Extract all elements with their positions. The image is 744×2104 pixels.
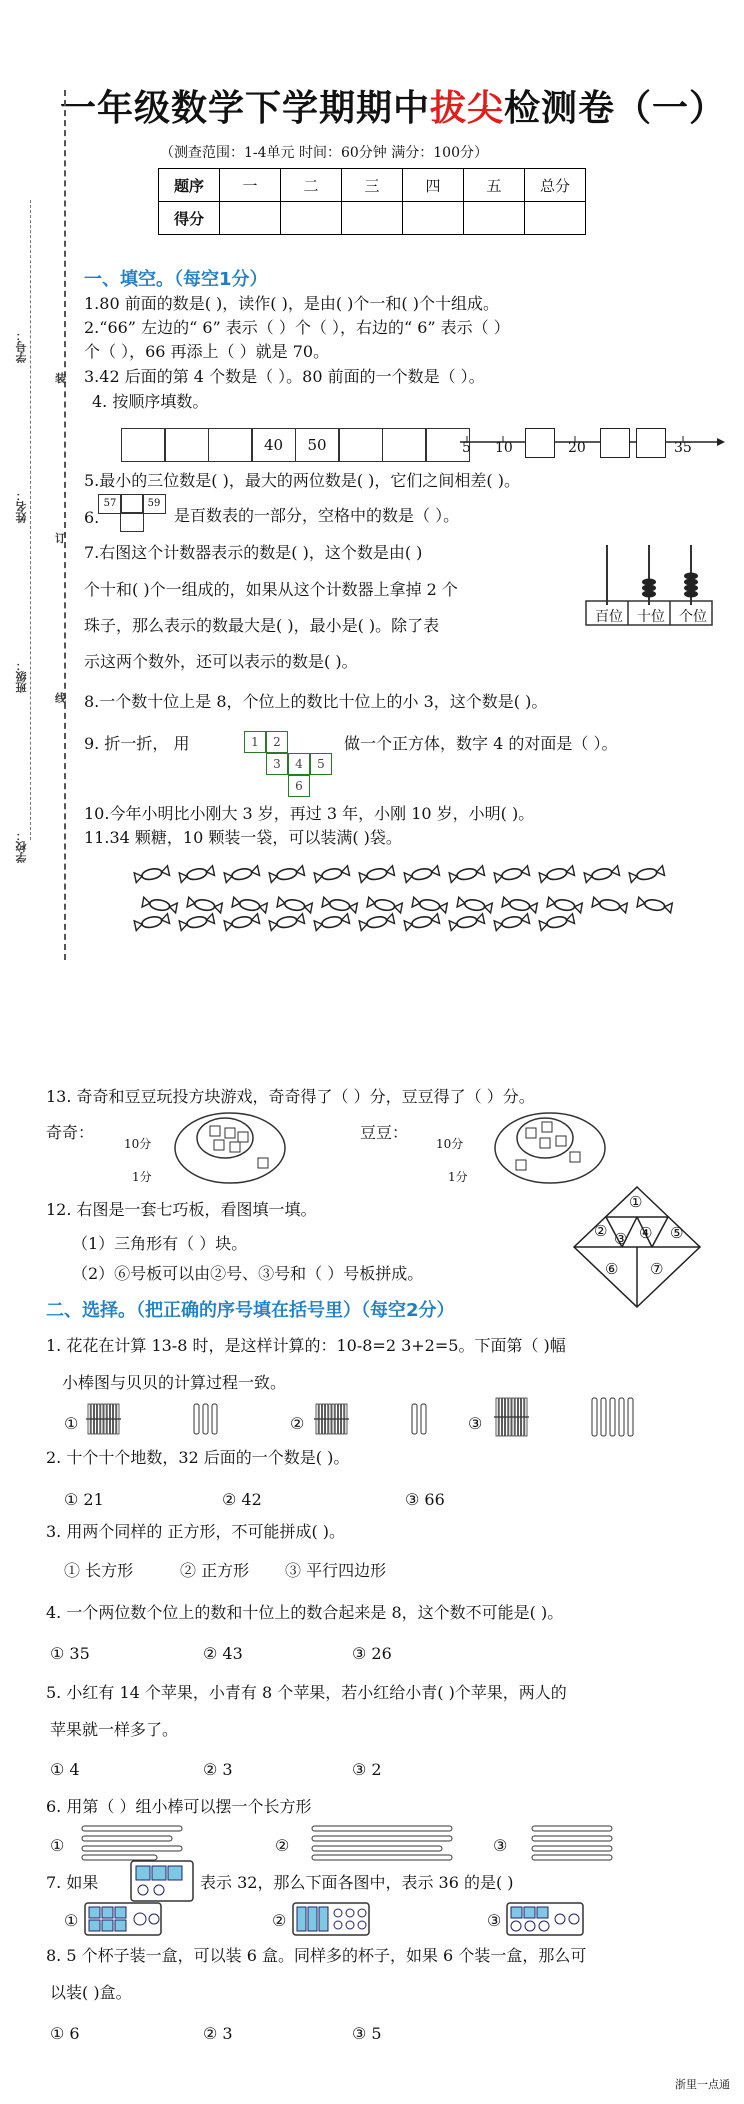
side-ding: 订 <box>55 532 66 545</box>
candy-icon <box>494 914 529 931</box>
line-box[interactable] <box>600 428 630 458</box>
score-input-cell[interactable] <box>525 202 586 235</box>
single-stick <box>421 1404 426 1434</box>
q7-option-blocks-2 <box>292 1902 372 1938</box>
q4-box[interactable] <box>121 428 166 462</box>
single-stick <box>194 1404 199 1434</box>
tangram-piece: ⑤ <box>670 1224 684 1242</box>
section2-title: 二、选择。（把正确的序号填在括号里）（每空2分） <box>46 1300 455 1321</box>
candy-icon <box>629 866 664 883</box>
candy-icon <box>224 866 259 883</box>
candy-icon <box>134 914 169 931</box>
s2-question-7b: 表示 32，那么下面各图中，表示 36 的是( ) <box>200 1873 514 1892</box>
s2-question-8b: 以装( )盒。 <box>50 1983 132 2002</box>
single-stick <box>212 1404 217 1434</box>
cube-net-face: 2 <box>266 731 288 753</box>
hundred-chart-cell: 59 <box>142 494 166 514</box>
s2-question-5a: 5. 小红有 14 个苹果，小青有 8 个苹果，若小红给小青( )个苹果，两人的 <box>46 1683 567 1702</box>
qiqi-target <box>170 1108 290 1188</box>
candy-icon <box>179 866 214 883</box>
s2-q8-option[interactable]: ① 6 <box>50 2024 80 2043</box>
question-4: 4. 按顺序填数。 <box>92 392 209 411</box>
tangram-piece: ④ <box>639 1224 653 1242</box>
single-stick <box>619 1398 624 1436</box>
s2-q5-option[interactable]: ① 4 <box>50 1760 80 1779</box>
s2-question-8a: 8. 5 个杯子装一盒，可以装 6 盒。同样多的杯子，如果 6 个装一盒，那么可 <box>46 1946 587 1965</box>
candy-icon <box>314 866 349 883</box>
candy-icon <box>179 914 214 931</box>
question-7c: 珠子，那么表示的数最大是( )，最小是( )。除了表 <box>84 616 440 635</box>
abacus-label: 百位 <box>595 609 623 625</box>
q4-box[interactable] <box>208 428 253 462</box>
q7-option-blocks-3 <box>506 1902 586 1938</box>
s2-question-6: 6. 用第（ ）组小棒可以摆一个长方形 <box>46 1797 312 1816</box>
tangram-piece: ⑥ <box>605 1260 619 1278</box>
candy-icon <box>224 914 259 931</box>
s2-q5-option[interactable]: ③ 2 <box>352 1760 382 1779</box>
single-stick <box>628 1398 633 1436</box>
candy-icon <box>494 866 529 883</box>
question-1: 1.80 前面的数是( )，读作( )，是由( )个一和( )个十组成。 <box>84 294 499 313</box>
s2-question-5b: 苹果就一样多了。 <box>50 1720 179 1739</box>
score-header-cell: 四 <box>403 169 464 202</box>
single-stick <box>592 1398 597 1436</box>
tangram-piece: ⑦ <box>650 1260 664 1278</box>
question-6-prefix: 6. <box>84 508 100 527</box>
rods-group-3 <box>530 1822 620 1862</box>
side-zhuang: 装 <box>55 372 66 385</box>
s2-q5-option[interactable]: ② 3 <box>203 1760 233 1779</box>
rods-group-1 <box>80 1822 190 1862</box>
q4-box: 50 <box>295 428 340 462</box>
s2-q4-option[interactable]: ② 43 <box>203 1644 243 1663</box>
ring-1-label: 1分 <box>448 1170 468 1184</box>
abacus-label: 十位 <box>637 609 665 625</box>
section1-title: 一、填空。（每空1分） <box>84 269 268 290</box>
candy-illustration <box>125 862 685 942</box>
q13-doudou-label: 豆豆： <box>360 1123 409 1142</box>
s2-question-1b: 小棒图与贝贝的计算过程一致。 <box>62 1373 287 1392</box>
score-input-cell[interactable] <box>342 202 403 235</box>
s2-q6-opt-2[interactable]: ② <box>275 1836 290 1855</box>
s2-q8-option[interactable]: ③ 5 <box>352 2024 382 2043</box>
single-stick <box>203 1404 208 1434</box>
cube-net-face: 3 <box>266 753 288 775</box>
line-label: 35 <box>674 440 692 456</box>
score-input-cell[interactable] <box>281 202 342 235</box>
side-xuehao: 学号： <box>15 330 28 363</box>
single-stick <box>412 1404 417 1434</box>
binding-line <box>64 90 66 960</box>
s2-q6-opt-1[interactable]: ① <box>50 1836 65 1855</box>
cube-net-face: 1 <box>244 731 266 753</box>
question-12b: （2）⑥号板可以由②号、③号和（ ）号板拼成。 <box>72 1264 424 1283</box>
s2-q7-opt-1[interactable]: ① <box>64 1911 79 1930</box>
q4-box[interactable] <box>382 428 427 462</box>
score-header-cell: 总分 <box>525 169 586 202</box>
candy-icon <box>449 866 484 883</box>
score-header-cell: 三 <box>342 169 403 202</box>
ring-10-label: 10分 <box>436 1137 464 1151</box>
question-2b: 个（ ），66 再添上（ ）就是 70。 <box>84 342 330 361</box>
s2-q2-option[interactable]: ① 21 <box>64 1490 104 1509</box>
s2-q8-option[interactable]: ② 3 <box>203 2024 233 2043</box>
ring-10-label: 10分 <box>124 1137 152 1151</box>
candy-icon <box>404 866 439 883</box>
s2-q2-option[interactable]: ③ 66 <box>405 1490 445 1509</box>
question-13: 13. 奇奇和豆豆玩投方块游戏，奇奇得了（ ）分，豆豆得了（ ）分。 <box>46 1087 535 1106</box>
s2-q6-opt-3[interactable]: ③ <box>493 1836 508 1855</box>
candy-icon <box>359 866 394 883</box>
single-stick <box>601 1398 606 1436</box>
s2-question-4: 4. 一个两位数个位上的数和十位上的数合起来是 8，这个数不可能是( )。 <box>46 1603 564 1622</box>
question-8: 8.一个数十位上是 8，个位上的数比十位上的小 3，这个数是( )。 <box>84 692 548 711</box>
cube-net-face: 4 <box>288 753 310 775</box>
s2-question-2: 2. 十个十个地数，32 后面的一个数是( )。 <box>46 1448 350 1467</box>
question-3: 3.42 后面的第 4 个数是（ ）。80 前面的一个数是（ ）。 <box>84 367 485 386</box>
candy-icon <box>584 866 619 883</box>
question-6: 是百数表的一部分，空格中的数是（ ）。 <box>174 506 460 525</box>
s2-q7-opt-2[interactable]: ② <box>272 1911 287 1930</box>
candy-icon <box>404 914 439 931</box>
page-title: 一年级数学下学期期中拔尖检测卷（一） <box>60 87 727 129</box>
candy-icon <box>142 897 177 913</box>
s2-question-7a: 7. 如果 <box>46 1873 99 1892</box>
s2-q3-option[interactable]: ③ 平行四边形 <box>285 1561 387 1580</box>
single-stick <box>610 1398 615 1436</box>
cube-net-face: 5 <box>310 753 332 775</box>
candy-icon <box>412 897 447 913</box>
question-11: 11.34 颗糖，10 颗装一袋，可以装满( )袋。 <box>84 828 402 847</box>
score-row-label: 得分 <box>159 202 220 235</box>
s2-question-1a: 1. 花花在计算 13-8 时，是这样计算的：10-8=2 3+2=5。下面第（ )幅 <box>46 1336 566 1355</box>
s2-q4-option[interactable]: ③ 26 <box>352 1644 392 1663</box>
candy-icon <box>449 914 484 931</box>
stick-bundle <box>86 1404 121 1434</box>
title-highlight: 拔尖 <box>430 87 505 129</box>
side-xingming: 姓名： <box>15 490 28 523</box>
candy-icon <box>232 897 267 913</box>
question-7a: 7.右图这个计数器表示的数是( )，这个数是由( ) <box>84 543 423 562</box>
stick-bundle-figure-3 <box>492 1396 652 1440</box>
q4-box-row <box>122 428 470 462</box>
question-9b: 做一个正方体，数字 4 的对面是（ ）。 <box>344 734 618 753</box>
line-label: 5 <box>462 440 471 456</box>
question-12a: （1）三角形有（ ）块。 <box>72 1234 248 1253</box>
s2-q1-opt-1[interactable]: ① <box>64 1414 79 1433</box>
abacus-label: 个位 <box>679 609 707 625</box>
s2-q7-opt-3[interactable]: ③ <box>487 1911 502 1930</box>
score-header-cell: 二 <box>281 169 342 202</box>
side-xuexiao: 学校： <box>15 830 28 863</box>
tangram-piece: ② <box>594 1222 608 1240</box>
candy-icon <box>269 914 304 931</box>
side-banji: 班级： <box>15 660 28 693</box>
q4-box[interactable] <box>338 428 383 462</box>
s2-q4-option[interactable]: ① 35 <box>50 1644 90 1663</box>
hundred-chart-blank[interactable] <box>120 494 144 514</box>
tangram-piece: ③ <box>614 1230 628 1248</box>
score-header-cell: 题序 <box>159 169 220 202</box>
candy-icon <box>637 897 672 913</box>
question-12: 12. 右图是一套七巧板，看图填一填。 <box>46 1200 317 1219</box>
question-5: 5.最小的三位数是( )，最大的两位数是( )，它们之间相差( )。 <box>84 471 520 490</box>
candy-icon <box>359 914 394 931</box>
line-box[interactable] <box>636 428 666 458</box>
q4-box: 40 <box>251 428 296 462</box>
hundred-chart-blank[interactable] <box>120 512 144 532</box>
stick-bundle <box>314 1404 349 1434</box>
question-10: 10.今年小明比小刚大 3 岁，再过 3 年，小刚 10 岁，小明( )。 <box>84 804 535 823</box>
candy-icon <box>539 914 574 931</box>
question-7d: 示这两个数外，还可以表示的数是( )。 <box>84 652 358 671</box>
candy-icon <box>457 897 492 913</box>
candy-icon <box>314 914 349 931</box>
footer-brand: 浙里一点通 <box>675 2078 730 2091</box>
candy-icon <box>134 866 169 883</box>
candy-icon <box>547 897 582 913</box>
line-label: 20 <box>568 440 586 456</box>
candy-icon <box>592 897 627 913</box>
question-7b: 个十和( )个一组成的，如果从这个计数器上拿掉 2 个 <box>84 580 458 599</box>
binding-guide <box>30 200 31 840</box>
s2-q3-option[interactable]: ① 长方形 <box>64 1561 134 1580</box>
candy-icon <box>187 897 222 913</box>
line-label: 10 <box>495 440 513 456</box>
score-input-cell[interactable] <box>403 202 464 235</box>
line-box[interactable] <box>525 428 555 458</box>
s2-question-3: 3. 用两个同样的 正方形，不可能拼成( )。 <box>46 1522 346 1541</box>
candy-icon <box>367 897 402 913</box>
s2-q2-option[interactable]: ② 42 <box>222 1490 262 1509</box>
candy-icon <box>502 897 537 913</box>
candy-icon <box>539 866 574 883</box>
candy-icon <box>269 866 304 883</box>
s2-q1-opt-2[interactable]: ② <box>290 1414 305 1433</box>
s2-q3-option[interactable]: ② 正方形 <box>180 1561 250 1580</box>
score-table <box>158 168 586 235</box>
candy-icon <box>277 897 312 913</box>
candy-icon <box>322 897 357 913</box>
exam-meta: （测查范围：1-4单元 时间：60分钟 满分：100分） <box>160 145 488 161</box>
question-2a: 2.“66” 左边的“ 6” 表示（ ）个（ ），右边的“ 6” 表示（ ） <box>84 318 510 337</box>
stick-bundle-figure-1 <box>84 1402 264 1438</box>
s2-q1-opt-3[interactable]: ③ <box>468 1414 483 1433</box>
cube-net-face: 6 <box>288 775 310 797</box>
question-9a: 9. 折一折， 用 <box>84 734 190 753</box>
score-header-cell: 五 <box>464 169 525 202</box>
hundred-chart-cell: 57 <box>98 494 122 514</box>
doudou-target <box>490 1108 610 1188</box>
stick-bundle-figure-2 <box>312 1402 462 1438</box>
side-xian: 线 <box>55 692 66 705</box>
rods-group-2 <box>310 1822 460 1862</box>
score-input-cell[interactable] <box>464 202 525 235</box>
score-input-cell[interactable] <box>220 202 281 235</box>
tangram-piece: ① <box>629 1193 643 1211</box>
q4-box[interactable] <box>164 428 209 462</box>
q7-example-blocks <box>130 1860 196 1904</box>
q7-option-blocks-1 <box>84 1902 164 1938</box>
score-header-cell: 一 <box>220 169 281 202</box>
ring-1-label: 1分 <box>132 1170 152 1184</box>
stick-bundle <box>494 1398 529 1436</box>
q13-qiqi-label: 奇奇： <box>46 1123 95 1142</box>
